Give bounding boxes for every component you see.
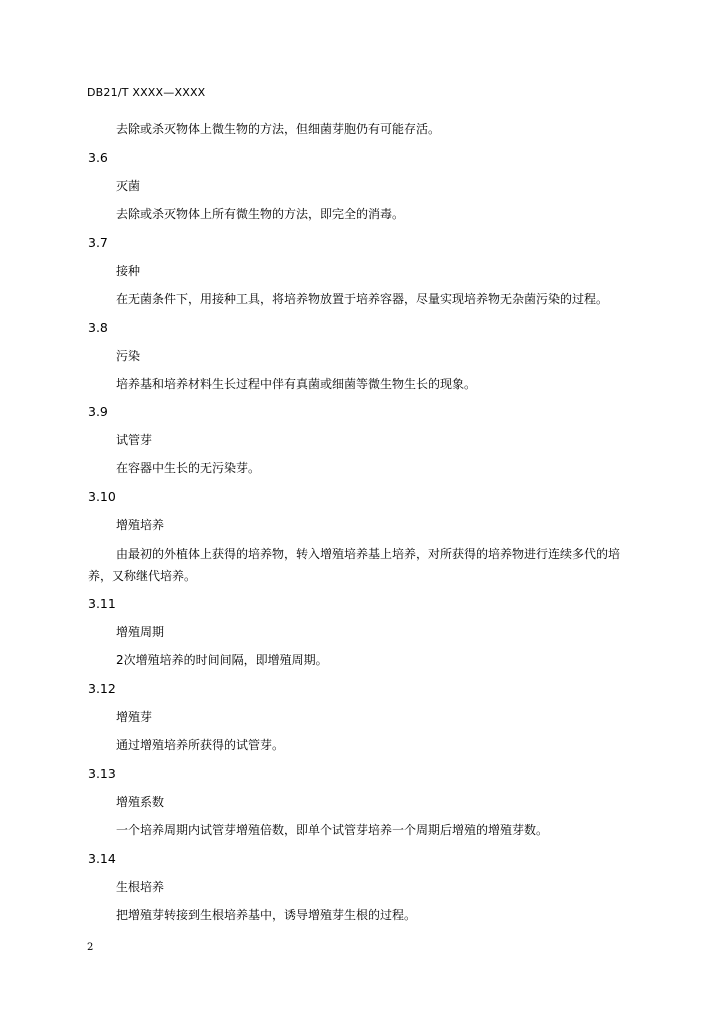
section-term: 增殖芽 (116, 710, 153, 724)
section-term: 生根培养 (116, 880, 165, 894)
section-definition: 把增殖芽转接到生根培养基中，诱导增殖芽生根的过程。 (116, 908, 417, 922)
section-number: 3.13 (88, 766, 116, 781)
section-term: 接种 (116, 264, 141, 278)
section-term: 增殖培养 (116, 518, 165, 532)
section-definition: 通过增殖培养所获得的试管芽。 (116, 738, 285, 752)
section-number: 3.7 (88, 235, 108, 250)
section-number: 3.8 (88, 320, 108, 335)
section-number: 3.11 (88, 596, 116, 611)
section-definition: 在容器中生长的无污染芽。 (116, 461, 261, 475)
page-number: 2 (87, 942, 94, 953)
section-term: 灭菌 (116, 179, 141, 193)
section-number: 3.6 (88, 150, 108, 165)
section-definition: 一个培养周期内试管芽增殖倍数，即单个试管芽培养一个周期后增殖的增殖芽数。 (116, 823, 549, 837)
document-code-header: DB21/T XXXX—XXXX (87, 86, 206, 99)
section-definition: 去除或杀灭物体上所有微生物的方法，即完全的消毒。 (116, 207, 405, 221)
section-definition-line1: 由最初的外植体上获得的培养物，转入增殖培养基上培养，对所获得的培养物进行连续多代的培 (116, 547, 621, 561)
section-number: 3.14 (88, 851, 116, 866)
section-number: 3.9 (88, 404, 108, 419)
section-term: 污染 (116, 349, 141, 363)
section-definition: 培养基和培养材料生长过程中伴有真菌或细菌等微生物生长的现象。 (116, 377, 477, 391)
section-definition-line2: 养，又称继代培养。 (88, 569, 197, 583)
section-number: 3.10 (88, 489, 116, 504)
section-number: 3.12 (88, 681, 116, 696)
section-term: 增殖周期 (116, 625, 165, 639)
section-definition: 2次增殖培养的时间间隔，即增殖周期。 (116, 653, 328, 667)
section-term: 试管芽 (116, 433, 153, 447)
intro-definition: 去除或杀灭物体上微生物的方法，但细菌芽胞仍有可能存活。 (116, 122, 441, 136)
section-term: 增殖系数 (116, 795, 165, 809)
section-definition: 在无菌条件下，用接种工具，将培养物放置于培养容器，尽量实现培养物无杂菌污染的过程。 (116, 292, 609, 306)
